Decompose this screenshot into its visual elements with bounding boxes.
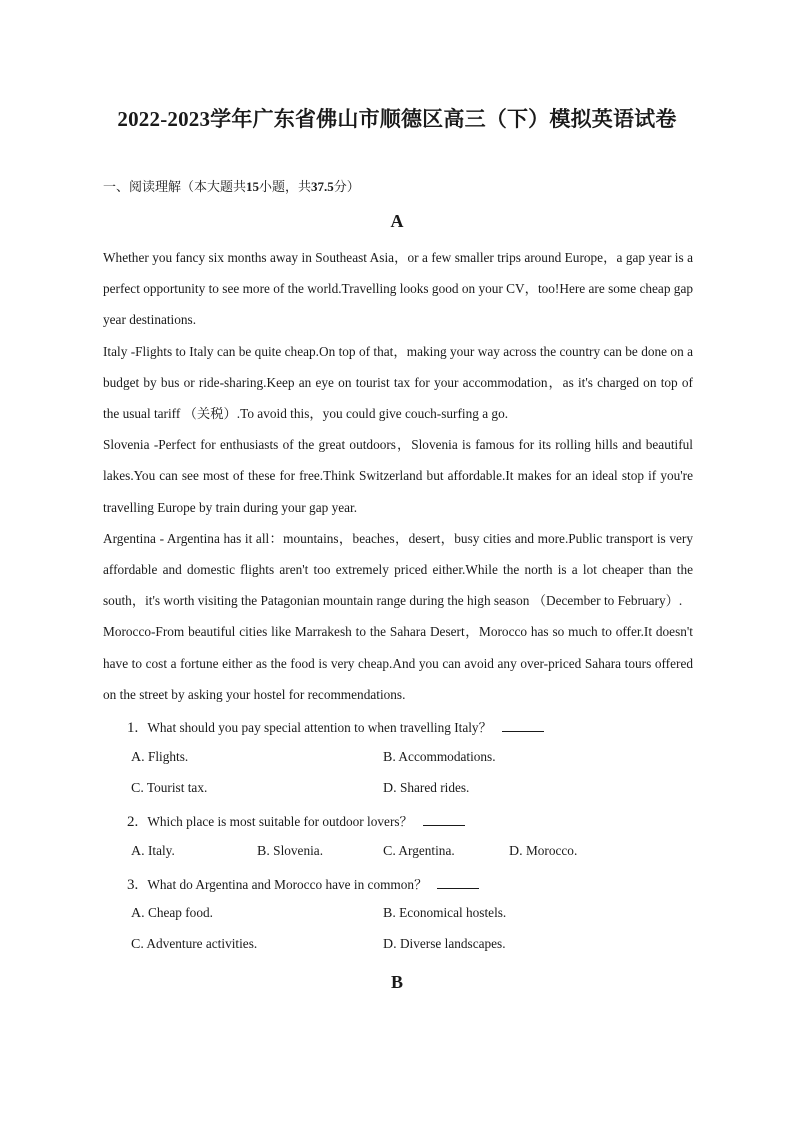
passage-paragraph-argentina: Argentina - Argentina has it all：mountains，beaches，desert，busy cities and more.Public transport is very affordable and domestic flights aren't too extremely priced either.While the north is a lot cheaper than the south，it's worth visiting the Patagonian mountain range during the high season （December to February）. <box>103 530 693 609</box>
option-text: Cheap food. <box>144 905 213 920</box>
option-letter: A. <box>131 906 145 921</box>
option-text: Shared rides. <box>396 780 470 795</box>
section-score: 37.5 <box>311 179 334 194</box>
option-letter: B. <box>257 844 270 859</box>
option-letter: D. <box>383 781 397 796</box>
question-1-option-b[interactable] <box>383 749 496 766</box>
section-suffix: 分） <box>333 179 360 194</box>
answer-blank[interactable] <box>502 730 544 732</box>
option-text: Morocco. <box>522 843 578 858</box>
question-3-option-d[interactable] <box>383 936 506 953</box>
passage-paragraph-morocco: Morocco-From beautiful cities like Marrakesh to the Sahara Desert，Morocco has so much to offer.It doesn't have to cost a fortune either as the food is very cheap.And you can avoid any over-priced Sahara tours offered on the street by asking your hostel for recommendations. <box>103 624 693 702</box>
section-heading <box>103 176 360 195</box>
part-a-heading: A <box>390 211 404 231</box>
option-letter: C. <box>131 781 144 796</box>
option-letter: B. <box>383 750 396 765</box>
option-text: Flights. <box>144 749 189 764</box>
question-3-text: What do Argentina and Morocco have in common？ <box>147 877 428 892</box>
passage-paragraph-slovenia: Slovenia -Perfect for enthusiasts of the great outdoors，Slovenia is famous for its rolling hills and beautiful lakes.You can see most of these for free.Think Switzerland but affordable.It makes for an ideal stop if you're travelling Europe by train during your gap year. <box>103 437 693 515</box>
question-1 <box>127 717 544 737</box>
option-letter: B. <box>383 906 396 921</box>
passage-paragraph-italy: Italy -Flights to Italy can be quite cheap.On top of that，making your way across the country can be done on a budget by bus or ride-sharing.Keep an eye on tourist tax for your accommodation，as it's charged on top of the usual tariff （关税）.To avoid this，you could give couch-surfing a go. <box>103 343 693 422</box>
option-letter: D. <box>383 937 397 952</box>
section-prefix: 一、阅读理解（本大题共 <box>103 179 247 194</box>
option-text: Slovenia. <box>269 843 324 858</box>
question-2-option-c[interactable] <box>383 843 455 860</box>
option-letter: D. <box>509 844 523 859</box>
question-2-option-b[interactable] <box>257 843 323 860</box>
option-letter: C. <box>131 937 144 952</box>
part-b-heading: B <box>390 972 403 992</box>
option-text: Adventure activities. <box>143 936 258 951</box>
question-3-option-b[interactable] <box>383 905 506 922</box>
question-2-option-a[interactable] <box>131 843 175 860</box>
answer-blank[interactable] <box>437 887 479 889</box>
question-1-number: 1. <box>127 720 139 736</box>
question-1-option-d[interactable] <box>383 780 469 797</box>
question-1-option-a[interactable] <box>131 749 188 766</box>
question-2 <box>127 811 465 831</box>
passage <box>103 242 693 710</box>
option-text: Diverse landscapes. <box>396 936 506 951</box>
answer-blank[interactable] <box>423 824 465 826</box>
question-1-text: What should you pay special attention to when travelling Italy？ <box>147 720 492 735</box>
question-3 <box>127 874 479 894</box>
page-title: 2022-2023学年广东省佛山市顺德区高三（下）模拟英语试卷 <box>117 107 677 131</box>
question-3-number: 3. <box>127 877 139 893</box>
section-count: 15 <box>246 179 260 194</box>
option-text: Economical hostels. <box>395 905 507 920</box>
question-1-option-c[interactable] <box>131 780 207 797</box>
question-2-option-d[interactable] <box>509 843 577 860</box>
question-3-option-a[interactable] <box>131 905 213 922</box>
option-letter: C. <box>383 844 396 859</box>
question-3-option-c[interactable] <box>131 936 257 953</box>
question-2-text: Which place is most suitable for outdoor lovers？ <box>147 814 413 829</box>
option-text: Tourist tax. <box>143 780 208 795</box>
passage-paragraph-intro: Whether you fancy six months away in Southeast Asia，or a few smaller trips around Europe，a gap year is a perfect opportunity to see more of the world.Travelling looks good on your CV，too!Here are some cheap gap year destinations. <box>103 250 693 328</box>
option-text: Italy. <box>144 843 175 858</box>
option-letter: A. <box>131 750 145 765</box>
option-text: Argentina. <box>395 843 455 858</box>
question-2-number: 2. <box>127 814 139 830</box>
section-mid: 小题，共 <box>259 179 312 194</box>
option-letter: A. <box>131 844 145 859</box>
option-text: Accommodations. <box>395 749 496 764</box>
